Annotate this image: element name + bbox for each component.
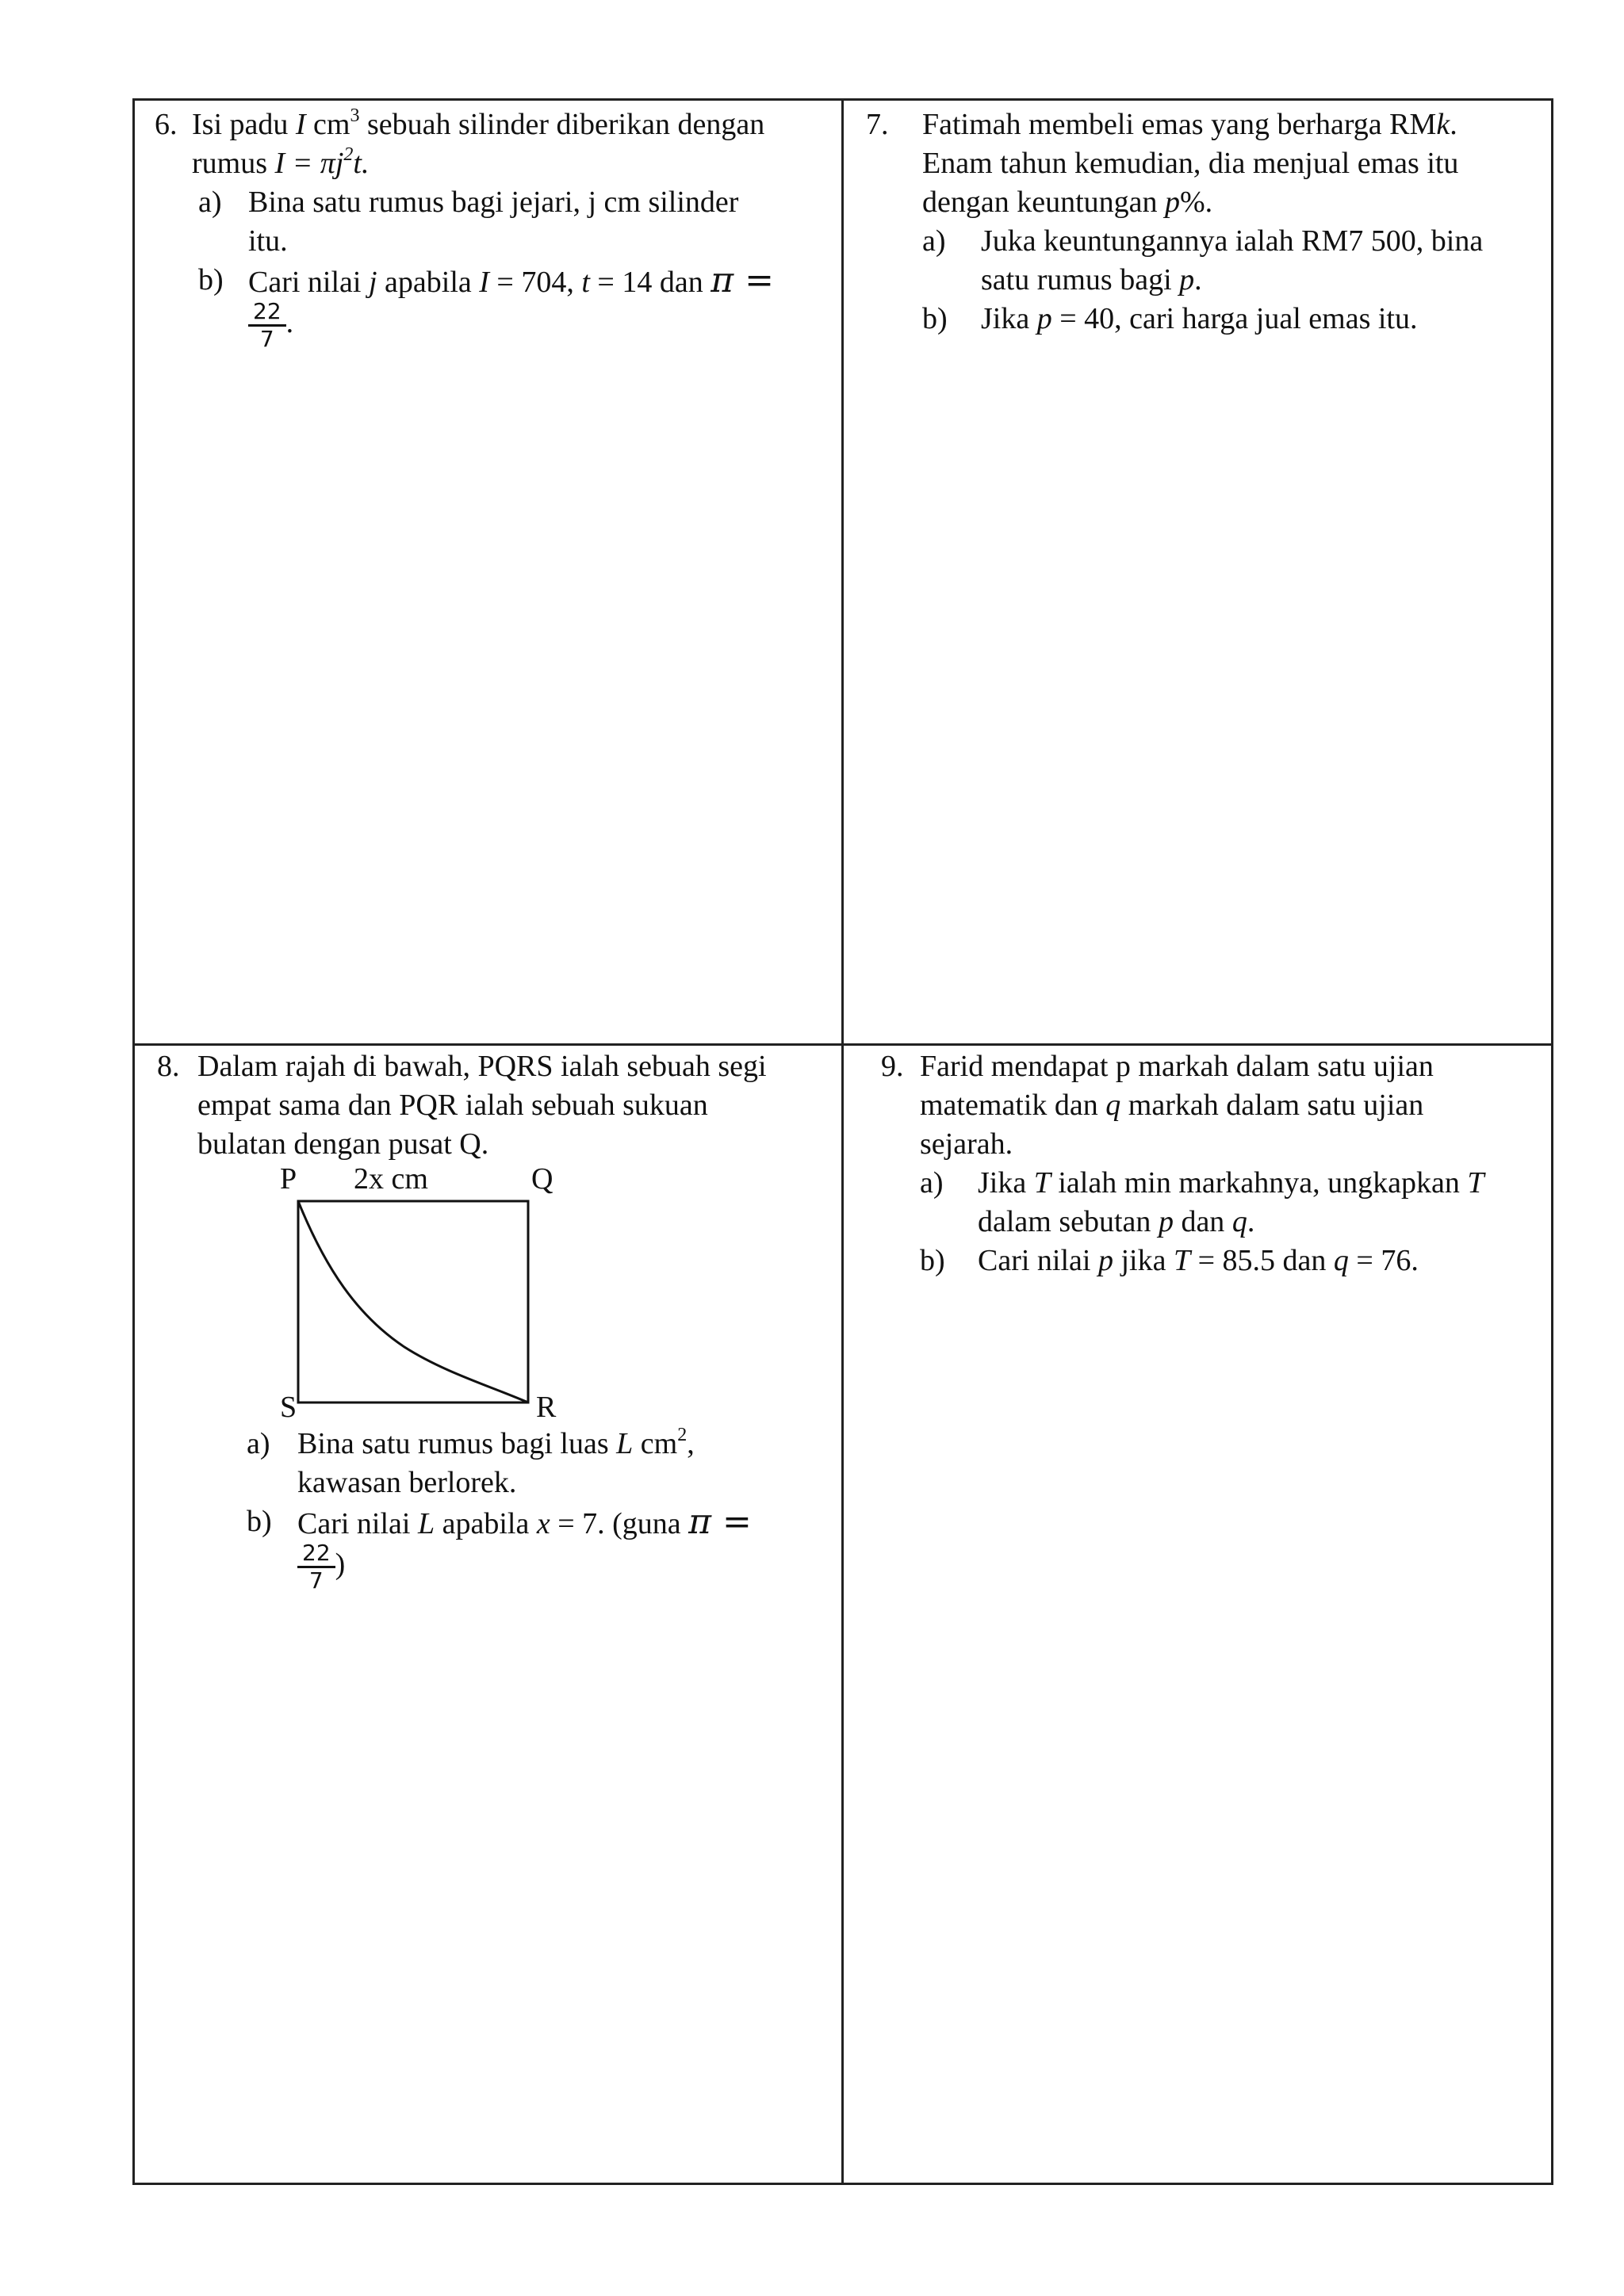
vertex-label-r: R: [536, 1391, 557, 1424]
pi-equals: π =: [688, 1502, 752, 1542]
question-8b-fraction: $\frac{22}{7}$ ): [297, 1540, 345, 1594]
question-6a-label: a): [198, 186, 222, 219]
question-9-stem: Farid mendapat p markah dalam satu ujian matematik dan q markah dalam satu ujian sejarah.: [920, 1050, 1434, 1161]
question-9-cell: [844, 1046, 1551, 2183]
vertex-label-q: Q: [531, 1162, 553, 1196]
question-grid: [132, 98, 1553, 2185]
question-8a-text: Bina satu rumus bagi luas L $cm^2$, kawasan berlorek.: [297, 1425, 695, 1499]
question-7a-text: Juka keuntungannya ialah RM7 500, bina satu rumus bagi p.: [981, 224, 1484, 297]
question-6b-text: Cari nilai j apabila I = 704, t = 14 dan π =: [248, 260, 774, 300]
question-7b-label: b): [922, 302, 948, 335]
question-7a-label: a): [922, 224, 946, 258]
question-8-cell: [135, 1046, 844, 2183]
question-9b-label: b): [920, 1244, 945, 1277]
question-9a-label: a): [920, 1166, 944, 1200]
vertex-label-s: S: [280, 1391, 297, 1424]
question-6-number: 6.: [155, 108, 178, 141]
question-8b-label: b): [247, 1505, 272, 1538]
fraction-22-over-7: $\frac{22}{7}$: [297, 1540, 335, 1594]
question-6a-text: Bina satu rumus bagi jejari, j cm silinder itu.: [248, 186, 739, 258]
quadrant-arc-pr: [298, 1201, 528, 1402]
question-9b-text: Cari nilai p jika T = 85.5 dan q = 76.: [978, 1244, 1419, 1277]
question-7-stem: Fatimah membeli emas yang berharga RMk. Enam tahun kemudian, dia menjual emas itu dengan keuntungan p%.: [922, 108, 1459, 219]
question-9-number: 9.: [881, 1050, 904, 1083]
question-8b-text: Cari nilai L apabila x = 7. (guna π =: [297, 1502, 752, 1542]
fraction-22-over-7: $\frac{22}{7}$: [248, 299, 286, 352]
question-7-number: 7.: [866, 108, 889, 141]
square-quadrant-diagram: [293, 1196, 539, 1410]
question-8-stem: Dalam rajah di bawah, PQRS ialah sebuah segi empat sama dan PQR ialah sebuah sukuan bulatan dengan pusat Q.: [197, 1050, 767, 1161]
volume-formula: I = πj: [274, 147, 344, 180]
question-9a-text: Jika T ialah min markahnya, ungkapkan T dalam sebutan p dan q.: [978, 1166, 1484, 1238]
question-6b-fraction: $\frac{22}{7}$ .: [248, 299, 293, 352]
pi-equals: π =: [710, 260, 774, 300]
question-7b-text: Jika p = 40, cari harga jual emas itu.: [981, 302, 1418, 335]
question-6-cell: [135, 101, 844, 1046]
question-8a-label: a): [247, 1427, 270, 1460]
question-8-number: 8.: [157, 1050, 180, 1083]
question-6b-label: b): [198, 263, 224, 297]
side-length-label: 2x cm: [354, 1162, 428, 1196]
square-pqrs: [298, 1201, 528, 1402]
question-7-cell: [844, 101, 1551, 1046]
question-6-stem: Isi padu I $cm^3$ sebuah silinder diberikan dengan rumus $I = \pi j^2t$.: [192, 105, 765, 180]
vertex-label-p: P: [280, 1162, 297, 1196]
